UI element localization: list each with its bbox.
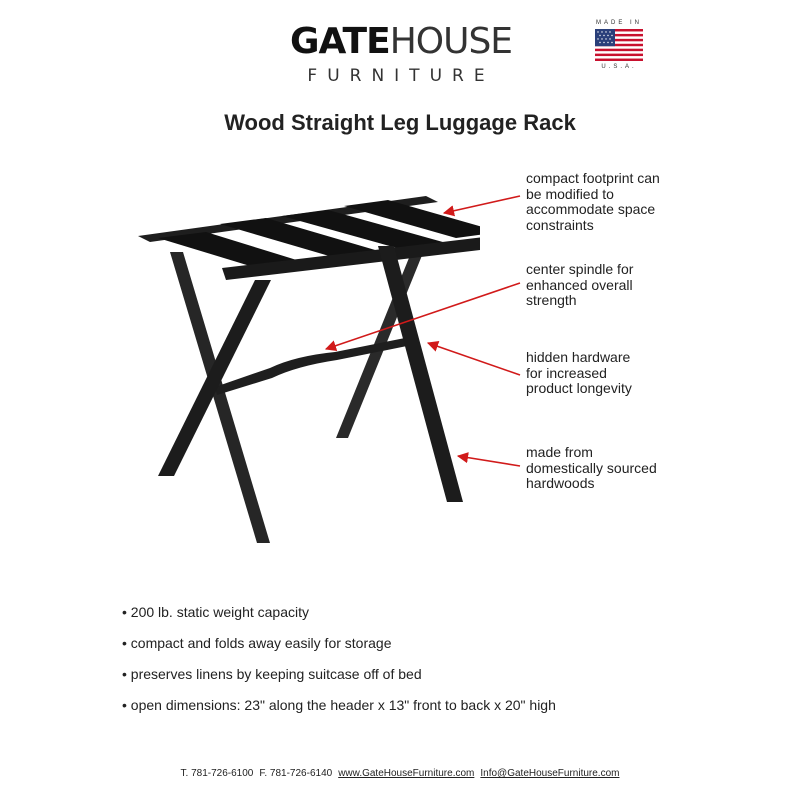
product-title: Wood Straight Leg Luggage Rack (224, 110, 576, 135)
brand-name-bold: GATE (289, 21, 390, 62)
footer-fax: F. 781-726-6140 (259, 768, 333, 779)
us-flag-icon (595, 29, 643, 61)
footer-email-link[interactable]: Info@GateHouseFurniture.com (480, 768, 620, 779)
brand-name-light: HOUSE (389, 21, 513, 62)
footer-phone: T. 781-726-6100 (180, 768, 254, 779)
callout-hidden-hardware: hidden hardware for increased product longevity (526, 349, 632, 396)
feature-folds-away: • compact and folds away easily for storage (122, 635, 392, 651)
badge-bottom-text: U.S.A. (601, 64, 637, 70)
luggage-rack-image (120, 180, 480, 560)
callout-compact-footprint: compact footprint can be modified to accommodate space constraints (526, 170, 660, 233)
feature-dimensions: • open dimensions: 23" along the header x 13" front to back x 20" high (122, 697, 556, 713)
footer-website-link[interactable]: www.GateHouseFurniture.com (338, 768, 475, 779)
callout-center-spindle: center spindle for enhanced overall strength (526, 261, 634, 308)
feature-weight-capacity: • 200 lb. static weight capacity (122, 604, 309, 620)
contact-footer (0, 768, 800, 779)
brand-subtitle: FURNITURE (307, 66, 495, 86)
made-in-usa-badge (591, 20, 647, 72)
badge-top-text: MADE IN (595, 20, 642, 26)
rack-center-spindle (215, 338, 407, 395)
rack-front-right-leg (378, 246, 463, 502)
brand-name (285, 22, 517, 62)
feature-preserves-linens: • preserves linens by keeping suitcase off of bed (122, 666, 422, 682)
brand-logo (285, 21, 517, 86)
callout-hardwoods: made from domestically sourced hardwoods (526, 444, 657, 491)
